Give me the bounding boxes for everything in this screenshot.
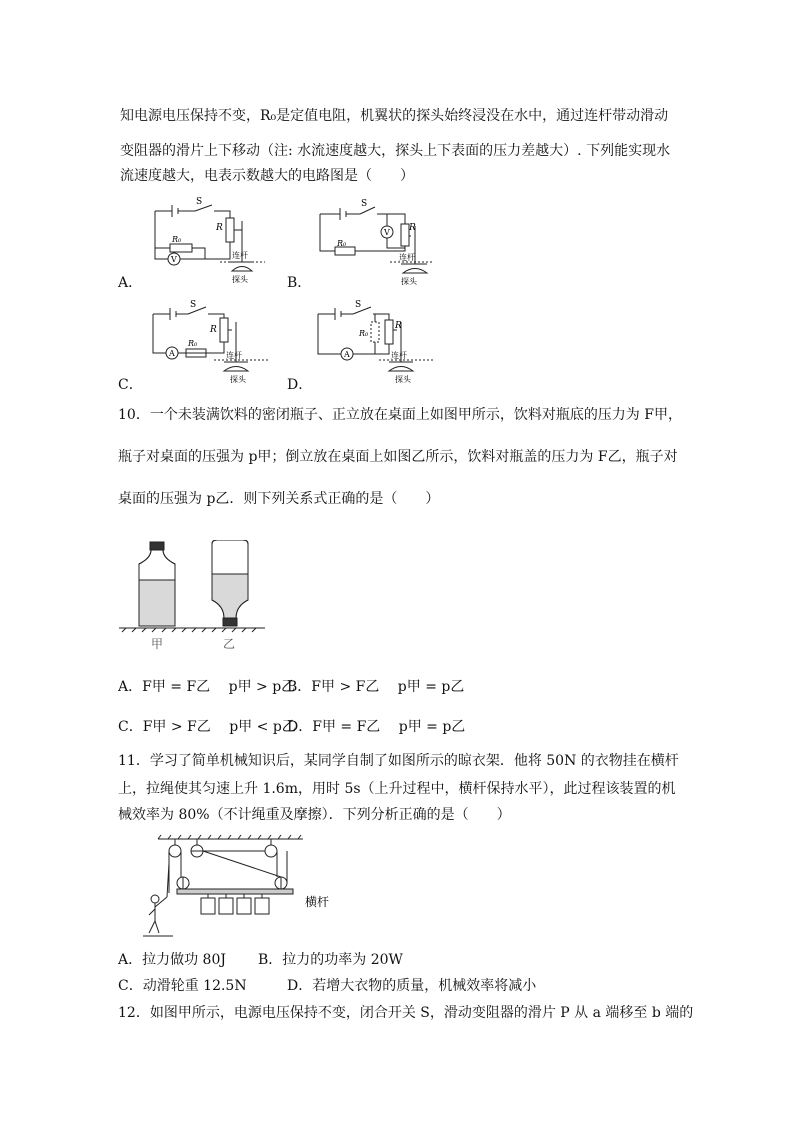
q9-option-b-label: B． <box>287 275 312 291</box>
circuit-d-ammeter-label: A <box>344 350 350 359</box>
circuit-a-resistor-label: R₀ <box>172 235 182 244</box>
circuit-a-rod-label: 连杆 <box>232 251 248 260</box>
bottle-yi-label: 乙 <box>223 637 236 651</box>
circuit-d-probe-label: 探头 <box>395 375 411 384</box>
q11-option-c: C．动滑轮重 12.5N <box>118 978 247 994</box>
q11-line-3: 械效率为 80%（不计绳重及摩擦）．下列分析正确的是（ ） <box>118 807 511 823</box>
q9-option-a-label: A． <box>118 275 143 291</box>
circuit-c-rheostat-label: R <box>210 325 217 335</box>
circuit-a-switch-label: S <box>196 197 203 207</box>
q10-option-a: A．F甲 = F乙 p甲 > p乙 <box>118 679 296 695</box>
circuit-b-switch-label: S <box>361 199 368 209</box>
circuit-d-rheostat-label: R <box>395 321 402 331</box>
circuit-a-figure <box>150 196 300 288</box>
circuit-b-probe-label: 探头 <box>401 277 417 286</box>
q11-line-2: 上，拉绳使其匀速上升 1.6m，用时 5s（上升过程中，横杆保持水平），此过程该装置的机 <box>118 781 676 797</box>
circuit-a-voltmeter-label: V <box>171 255 177 264</box>
bottle-jia-label: 甲 <box>151 637 164 651</box>
circuit-a-rheostat-label: R <box>216 223 223 233</box>
circuit-b-resistor-label: R₀ <box>337 239 347 248</box>
q9-option-c-label: C． <box>118 377 143 393</box>
circuit-b-voltmeter-label: V <box>384 228 390 237</box>
q12-line-1: 12．如图甲所示，电源电压保持不变，闭合开关 S，滑动变阻器的滑片 P 从 a 端移至 b 端的 <box>118 1005 694 1021</box>
circuit-a-probe-label: 探头 <box>232 275 248 284</box>
q10-line-3: 桌面的压强为 p乙．则下列关系式正确的是（ ） <box>118 491 440 507</box>
circuit-c-figure <box>148 300 298 392</box>
q11-option-b: B．拉力的功率为 20W <box>258 952 403 968</box>
q10-line-2: 瓶子对桌面的压强为 p甲；倒立放在桌面上如图乙所示，饮料对瓶盖的压力为 F乙，瓶子对 <box>118 449 678 465</box>
q10-option-d: D．F甲 = F乙 p甲 = p乙 <box>287 719 466 735</box>
circuit-c-switch-label: S <box>190 300 197 310</box>
q10-option-c: C．F甲 > F乙 p甲 < p乙 <box>118 719 296 735</box>
q10-option-b: B．F甲 > F乙 p甲 = p乙 <box>287 679 465 695</box>
q9-line-2: 变阻器的滑片上下移动（注: 水流速度越大，探头上下表面的压力差越大）. 下列能实现水 <box>120 143 671 159</box>
circuit-b-rod-label: 连杆 <box>399 253 415 262</box>
q11-line-1: 11．学习了简单机械知识后，某同学自制了如图所示的晾衣架．他将 50N 的衣物挂在横杆 <box>118 753 679 769</box>
circuit-d-switch-label: S <box>355 300 362 310</box>
circuit-d-rod-label: 连杆 <box>391 351 407 360</box>
circuit-d-resistor-label: R₀ <box>359 329 369 338</box>
q10-line-1: 10．一个未装满饮料的密闭瓶子、正立放在桌面上如图甲所示，饮料对瓶底的压力为 F甲， <box>118 407 682 423</box>
clothes-rack-figure <box>143 833 343 943</box>
circuit-d-figure <box>313 300 443 392</box>
crossbar-label: 横杆 <box>305 895 330 909</box>
circuit-b-figure <box>315 196 445 288</box>
q11-option-d: D．若增大衣物的质量，机械效率将减小 <box>287 978 537 994</box>
q9-option-d-label: D． <box>287 377 313 393</box>
circuit-c-ammeter-label: A <box>169 349 175 358</box>
q9-line-1: 知电源电压保持不变，R₀是定值电阻，机翼状的探头始终浸没在水中，通过连杆带动滑动 <box>120 108 669 124</box>
q9-line-3: 流速度越大，电表示数越大的电路图是（ ） <box>120 168 414 184</box>
circuit-c-resistor-label: R₀ <box>188 339 198 348</box>
circuit-c-probe-label: 探头 <box>230 375 246 384</box>
q11-option-a: A．拉力做功 80J <box>118 952 226 968</box>
circuit-b-rheostat-label: R <box>409 223 416 233</box>
bottles-figure <box>117 540 267 655</box>
circuit-c-rod-label: 连杆 <box>226 351 242 360</box>
